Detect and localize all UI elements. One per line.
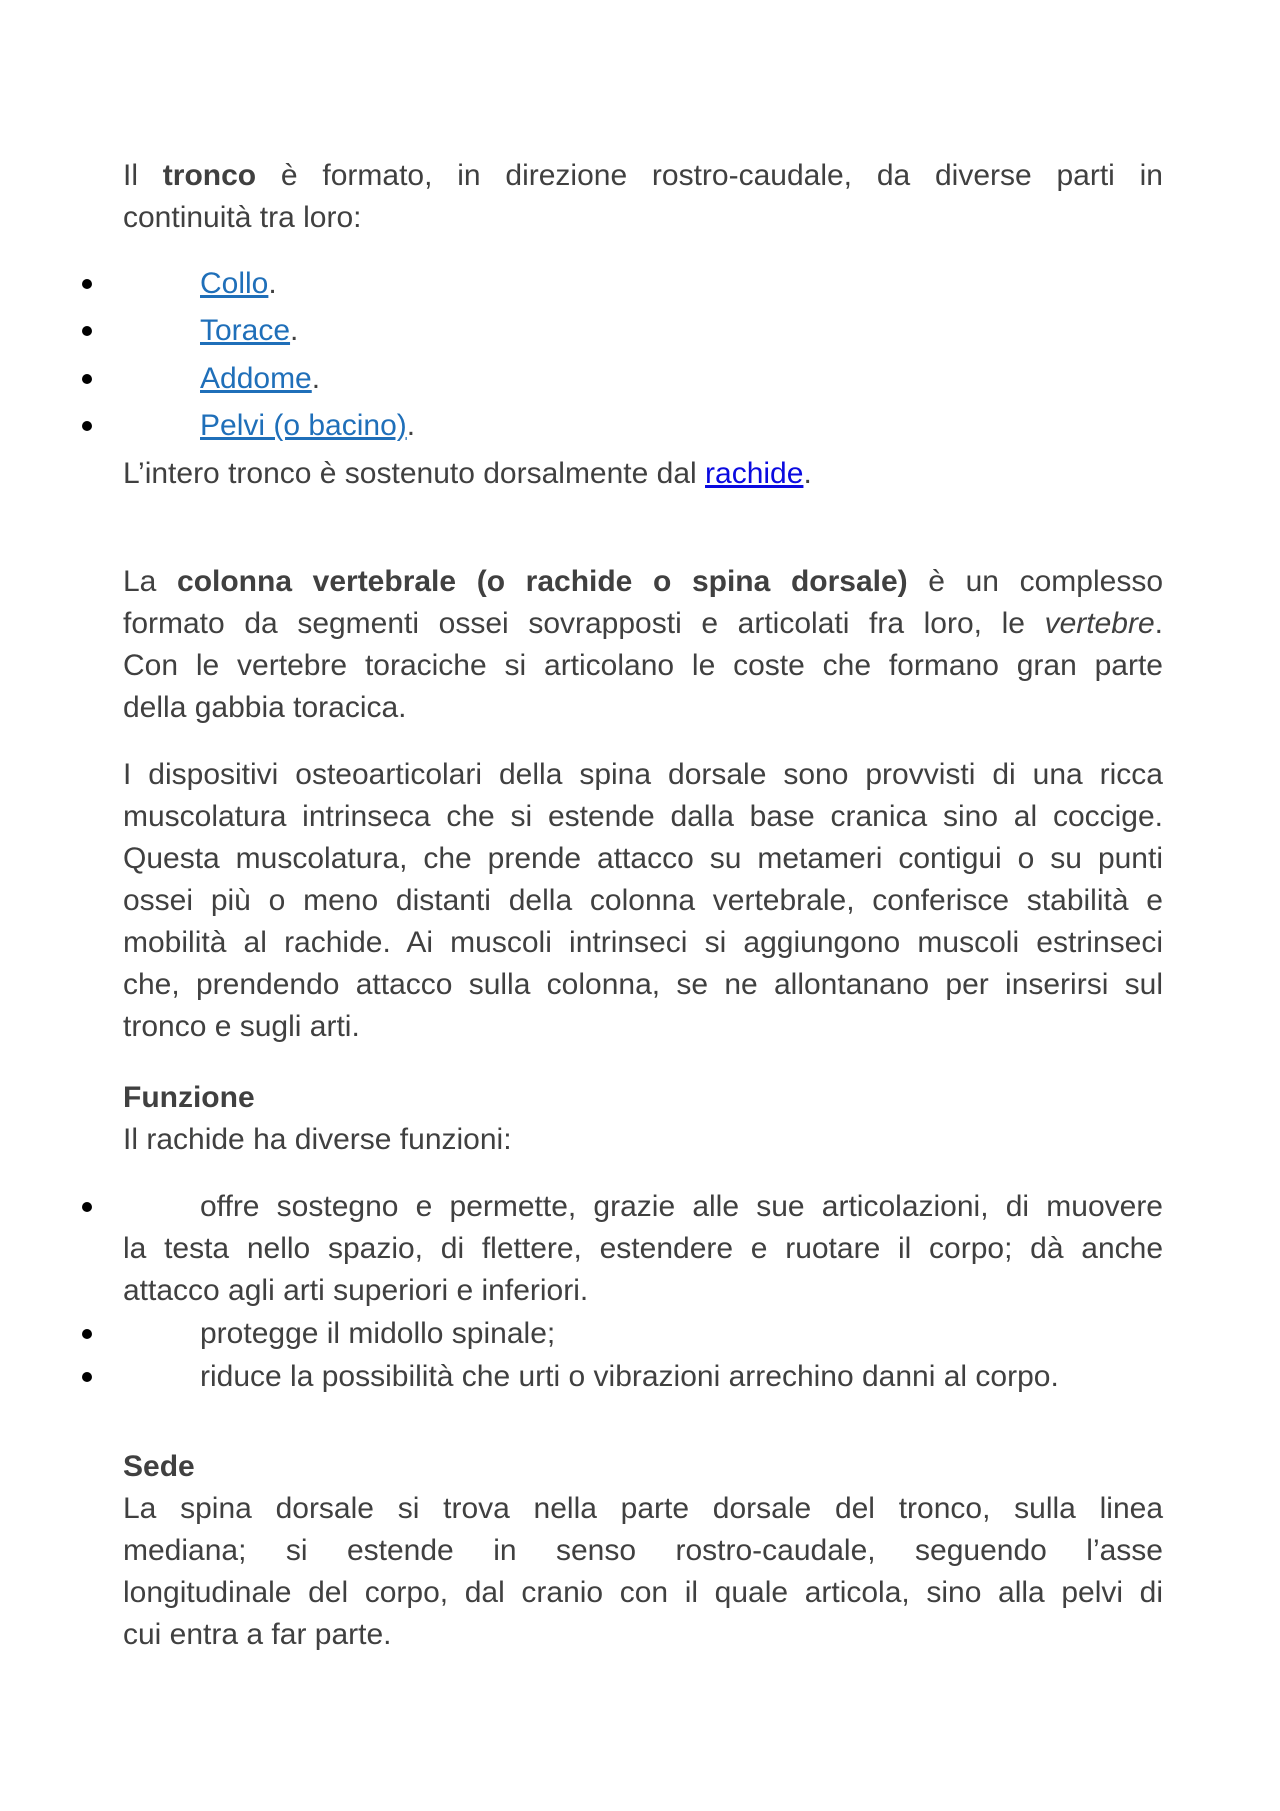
muscolatura-paragraph [123,754,1163,1048]
colonna-line-3: Con le vertebre toraciche si articolano le coste che formano gran parte [123,649,1163,682]
muscolatura-line: mobilità al rachide. Ai muscoli intrinseci si aggiungono muscoli estrinseci [123,926,1163,959]
colonna-line-4: della gabbia toracica. [123,691,407,724]
list-item-text [200,405,415,447]
list-item [0,310,1280,352]
link-rachide[interactable]: rachide [705,457,804,490]
link-pelvi[interactable]: Pelvi (o bacino) [200,409,407,442]
list-item-text [200,358,320,400]
intro-line-1 [123,155,1163,197]
intro-paragraph [123,155,1163,239]
bullet-icon [82,1202,92,1212]
bullet-icon [82,1372,92,1382]
sede-line: longitudinale del corpo, dal cranio con il quale articola, sino alla pelvi di [123,1576,1163,1609]
sede-heading-text: Sede [123,1450,195,1483]
funzione-item-3: riduce la possibilità che urti o vibrazioni arrechino danni al corpo. [200,1360,1059,1393]
muscolatura-line: muscolatura intrinseca che si estende dalla base cranica sino al coccige. [123,800,1163,833]
list-item-suffix: . [311,362,321,395]
funzione-item1-line3: attacco agli arti superiori e inferiori. [123,1274,589,1307]
funzione-item1-line2: la testa nello spazio, di flettere, estendere e ruotare il corpo; dà anche [123,1232,1163,1265]
muscolatura-line: ossei più o meno distanti della colonna vertebrale, conferisce stabilità e [123,884,1163,917]
link-torace[interactable]: Torace [200,314,291,347]
colonna-line-2 [123,603,1163,645]
bullet-icon [82,279,92,289]
muscolatura-line: tronco e sugli arti. [123,1010,360,1043]
colonna-line2-pre: formato da segmenti ossei sovrapposti e articolati fra loro, le [123,607,1045,640]
colonna-pre: La [123,565,178,598]
intro-line1-rest: è formato, in direzione rostro-caudale, da diverse parti in [256,159,1163,192]
sede-heading [123,1446,1163,1488]
funzione-item-1 [123,1186,1163,1312]
list-item-suffix: . [406,409,416,442]
list-item-suffix: . [290,314,299,347]
colonna-paragraph [123,561,1163,729]
list-item-suffix: . [268,267,277,300]
colonna-bold-term: colonna vertebrale (o rachide o spina dorsale) [177,565,908,598]
colonna-line2-suffix: . [1154,607,1163,640]
funzione-item-2: protegge il midollo spinale; [200,1317,556,1350]
sede-section [123,1446,1163,1656]
list-item [0,405,1280,447]
colonna-line1-rest: è un complesso [907,565,1163,598]
support-text: L’intero tronco è sostenuto dorsalmente dal [123,457,706,490]
list-item [0,1356,1280,1398]
funzione-intro: Il rachide ha diverse funzioni: [123,1123,512,1156]
sede-line: La spina dorsale si trova nella parte dorsale del tronco, sulla linea [123,1492,1163,1525]
sede-line: cui entra a far parte. [123,1618,392,1651]
list-item-text [200,310,298,352]
support-suffix: . [803,457,812,490]
funzione-heading-text: Funzione [123,1081,255,1114]
funzione-item1-line1: offre sostegno e permette, grazie alle sue articolazioni, di muovere [200,1190,1163,1223]
list-item-text [200,263,277,305]
muscolatura-line: Questa muscolatura, che prende attacco su metameri contigui o su punti [123,842,1163,875]
link-addome[interactable]: Addome [200,362,312,395]
list-item [0,263,1280,305]
sede-line: mediana; si estende in senso rostro-caudale, seguendo l’asse [123,1534,1163,1567]
intro-pre: Il [123,159,163,192]
support-paragraph [123,453,1163,495]
list-item [0,1313,1280,1355]
bullet-icon [82,1329,92,1339]
link-collo[interactable]: Collo [200,267,269,300]
funzione-section [123,1077,1163,1161]
muscolatura-line: I dispositivi osteoarticolari della spina dorsale sono provvisti di una ricca [123,758,1163,791]
list-item [0,358,1280,400]
colonna-italic-term: vertebre [1044,607,1155,640]
colonna-line-1 [123,561,1163,603]
funzione-heading [123,1077,1163,1119]
bullet-icon [82,421,92,431]
intro-bold-term: tronco [162,159,257,192]
support-line [123,453,1163,495]
bullet-icon [82,374,92,384]
muscolatura-line: che, prendendo attacco sulla colonna, se ne allontanano per inserirsi sul [123,968,1163,1001]
intro-line-2: continuità tra loro: [123,201,362,234]
bullet-icon [82,326,92,336]
